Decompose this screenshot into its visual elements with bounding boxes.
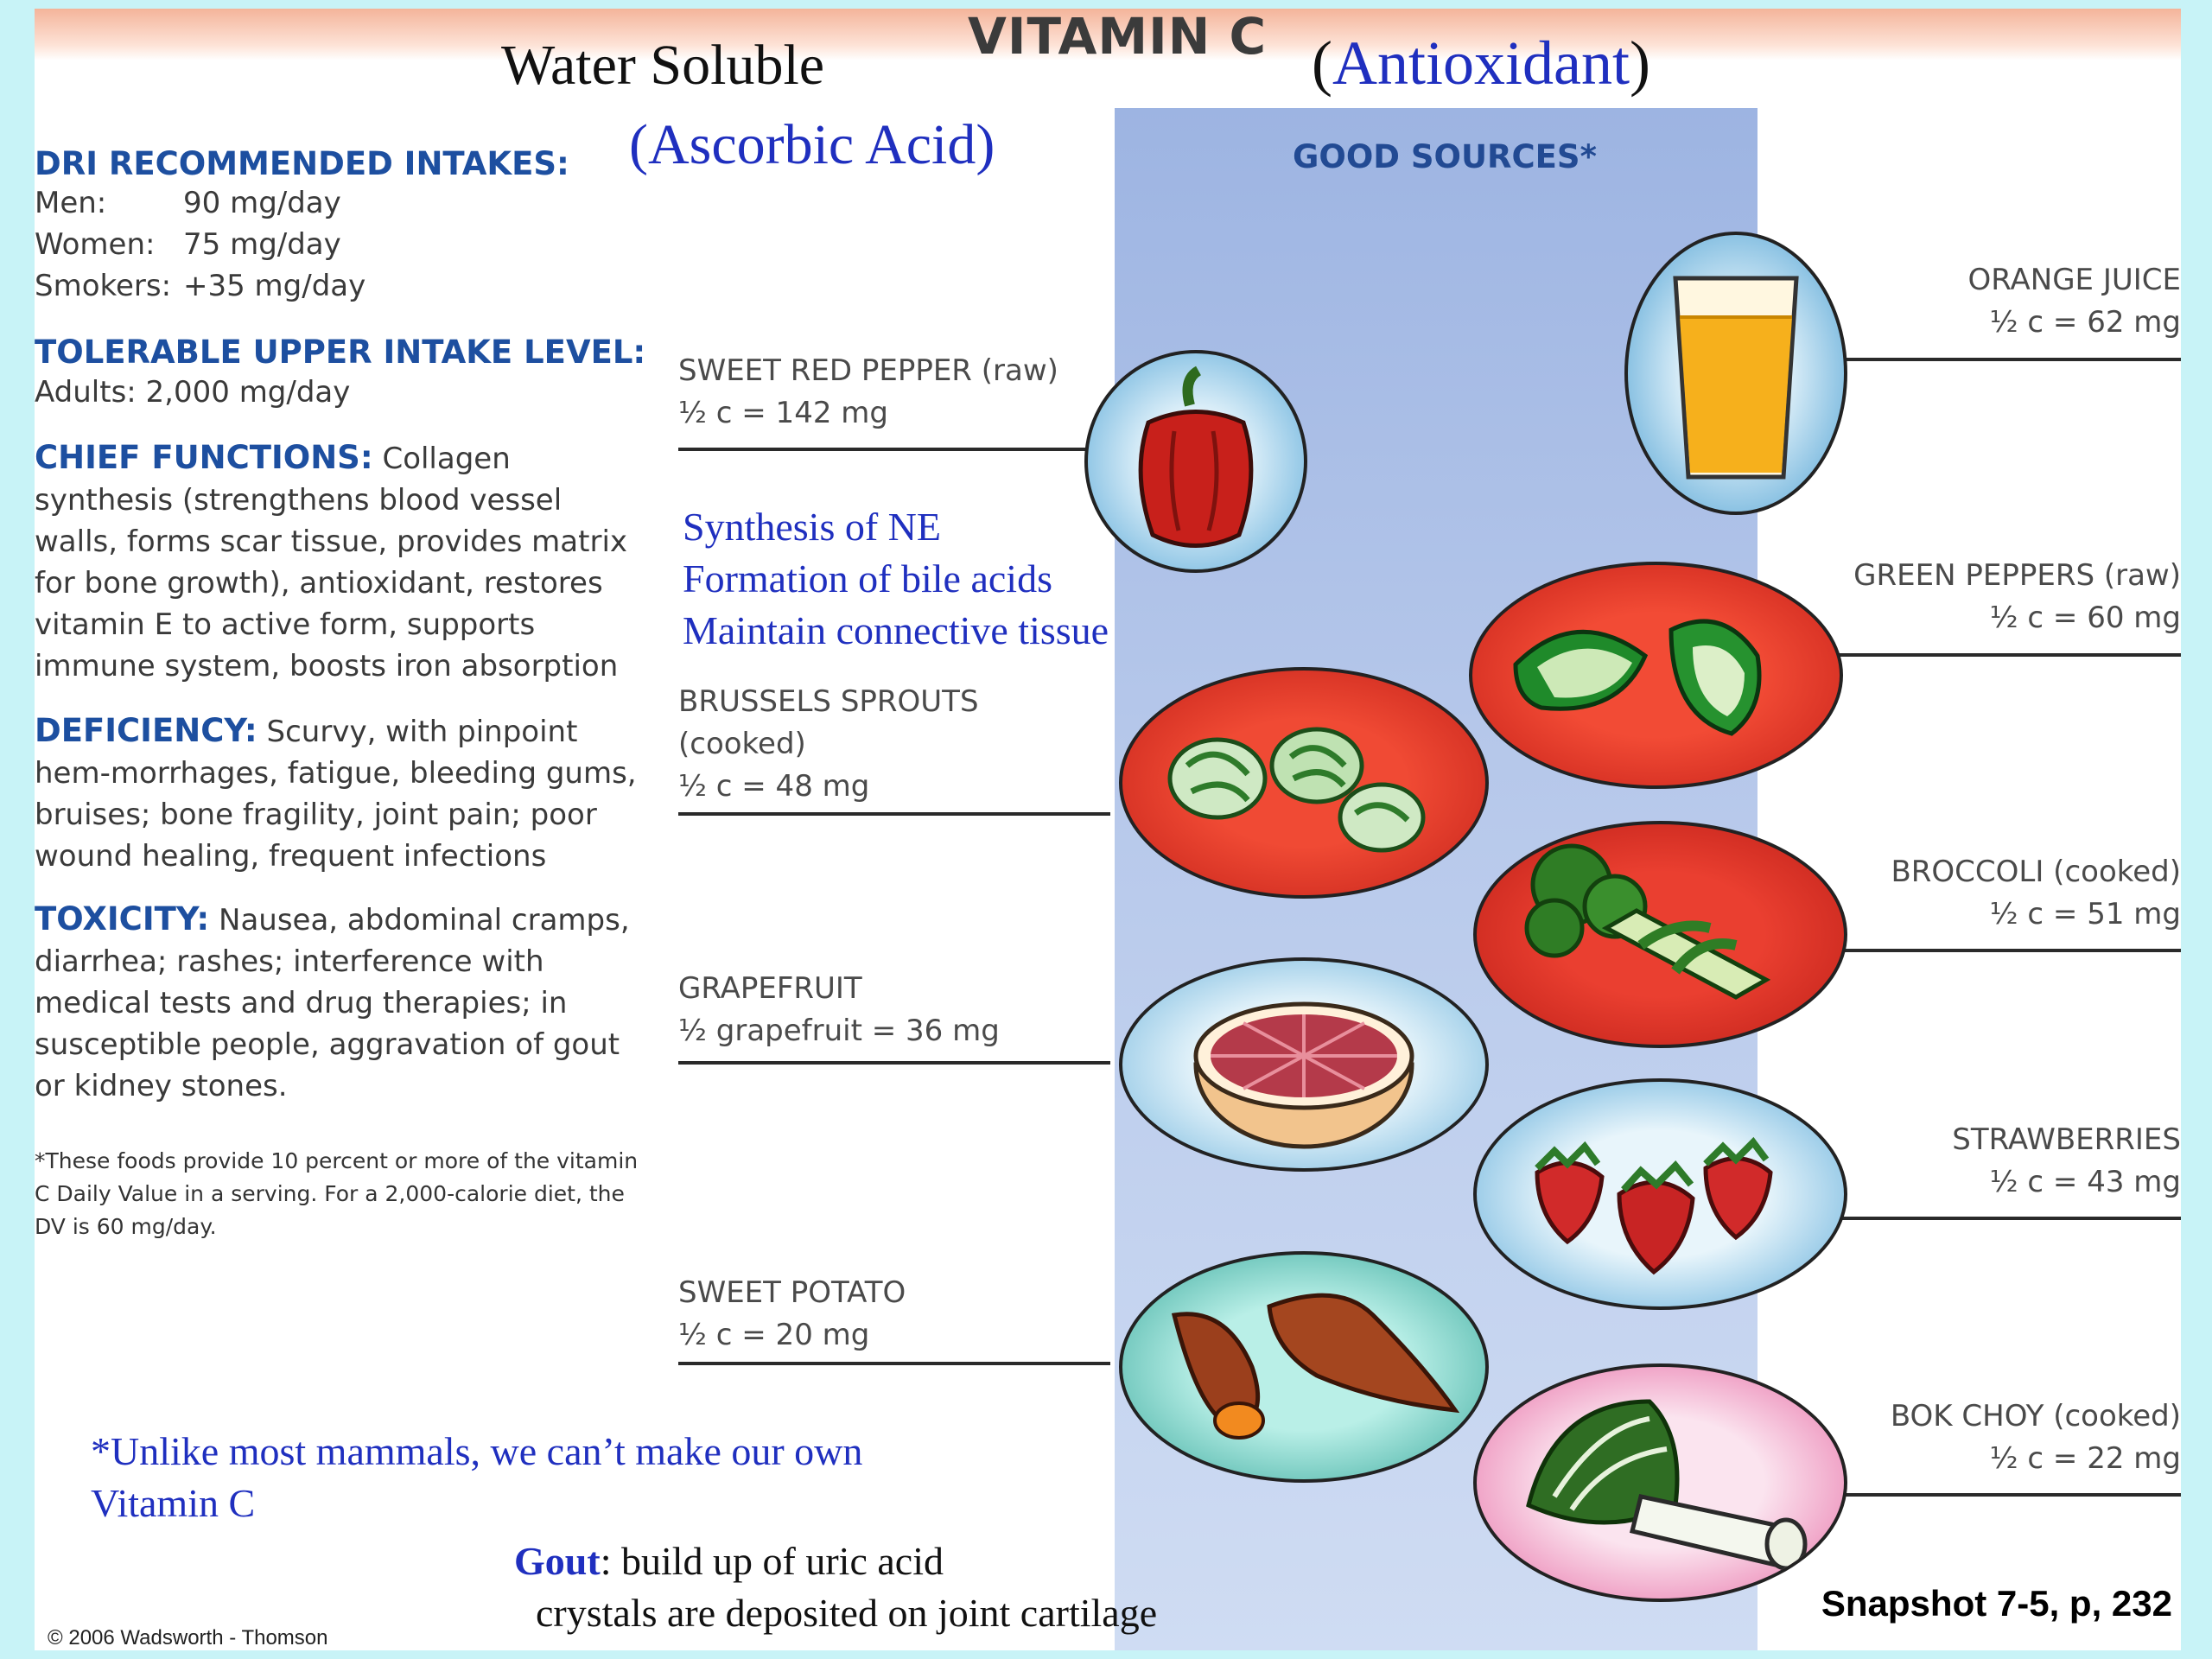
leader-line	[678, 812, 1110, 816]
dri-heading: DRI RECOMMENDED INTAKES:	[35, 145, 569, 182]
strawberries-plate	[1473, 1078, 1847, 1310]
gout-line1: : build up of uric acid	[600, 1539, 944, 1583]
green-peppers-icon	[1472, 565, 1840, 785]
leader-line	[1797, 358, 2181, 361]
slide-page	[35, 9, 2181, 1650]
gout-term: Gout	[514, 1539, 601, 1583]
chief-functions-heading: CHIEF FUNCTIONS:	[35, 439, 373, 476]
leader-line	[1797, 1493, 2181, 1497]
gout-note	[514, 1538, 944, 1584]
ul-heading: TOLERABLE UPPER INTAKE LEVEL:	[35, 334, 646, 371]
grapefruit-plate	[1119, 957, 1489, 1172]
copyright: © 2006 Wadsworth - Thomson	[48, 1626, 328, 1649]
functions-list-item: Formation of bile acids	[683, 556, 1052, 601]
red-pepper-plate	[1084, 350, 1307, 573]
brussels-sprouts-icon	[1122, 671, 1485, 895]
leader-line	[678, 1362, 1110, 1365]
water-soluble-label: Water Soluble	[501, 34, 825, 97]
orange-juice-plate	[1624, 232, 1847, 515]
dri-smokers-label: Smokers:	[35, 269, 172, 303]
orange-juice-icon	[1628, 235, 1844, 512]
food-label-bok-choy: BOK CHOY (cooked) ½ c = 22 mg	[1890, 1399, 2181, 1476]
gout-line2: crystals are deposited on joint cartilage	[536, 1591, 1158, 1635]
brussels-sprouts-plate	[1119, 667, 1489, 899]
leader-line	[1797, 1217, 2181, 1220]
dri-women-value: 75 mg/day	[183, 227, 341, 262]
ul-text: Adults: 2,000 mg/day	[35, 375, 351, 410]
food-label-strawberries: STRAWBERRIES ½ c = 43 mg	[1952, 1122, 2181, 1199]
functions-list-item: Maintain connective tissue	[683, 608, 1109, 652]
deficiency-text: Scurvy, with pinpoint hem-morrhages, fatigue, bleeding gums, bruises; bone fragility, joint pain; poor wound healing, frequent infections	[35, 715, 637, 874]
ascorbic-acid-label: (Ascorbic Acid)	[629, 113, 995, 176]
footnote: *These foods provide 10 percent or more of the vitamin C Daily Value in a serving. For a 2,000-calorie diet, the DV is 60 mg/day.	[35, 1148, 639, 1239]
dri-women-label: Women:	[35, 227, 156, 262]
red-pepper-icon	[1088, 353, 1304, 569]
food-label-green-peppers: GREEN PEPPERS (raw) ½ c = 60 mg	[1853, 558, 2181, 635]
leader-line	[678, 1061, 1110, 1065]
bok-choy-icon	[1477, 1367, 1844, 1599]
dri-smokers-value: +35 mg/day	[183, 269, 366, 303]
toxicity-text: Nausea, abdominal cramps, diarrhea; rashes; interference with medical tests and drug therapies; in susceptible people, aggravation of gout or kidney stones.	[35, 903, 630, 1103]
leader-line	[1797, 949, 2181, 952]
food-label-sweet-red-pepper: SWEET RED PEPPER (raw) ½ c = 142 mg	[678, 353, 1058, 430]
food-label-grapefruit: GRAPEFRUIT ½ grapefruit = 36 mg	[678, 971, 1000, 1048]
leader-line	[1797, 653, 2181, 657]
broccoli-plate	[1473, 821, 1847, 1048]
broccoli-icon	[1477, 824, 1844, 1045]
bok-choy-plate	[1473, 1363, 1847, 1602]
toxicity-paragraph	[35, 899, 639, 1107]
toxicity-heading: TOXICITY:	[35, 900, 210, 938]
food-label-sweet-potato: SWEET POTATO ½ c = 20 mg	[678, 1275, 906, 1352]
chief-functions-text: Collagen synthesis (strengthens blood vessel walls, forms scar tissue, provides matrix for bone growth), antioxidant, restores vitamin E to active form, supports immune system, boosts iron absorption	[35, 442, 628, 683]
snapshot-reference: Snapshot 7-5, p, 232	[1821, 1583, 2172, 1624]
deficiency-heading: DEFICIENCY:	[35, 712, 257, 749]
sweet-potato-icon	[1122, 1255, 1485, 1479]
leader-line	[678, 448, 1110, 451]
green-peppers-plate	[1469, 562, 1843, 789]
sweet-potato-plate	[1119, 1251, 1489, 1483]
dri-men-label: Men:	[35, 186, 107, 220]
good-sources-heading: GOOD SOURCES*	[1293, 138, 1597, 175]
chief-functions-paragraph	[35, 437, 639, 687]
food-label-broccoli: BROCCOLI (cooked) ½ c = 51 mg	[1891, 855, 2181, 931]
strawberries-icon	[1477, 1082, 1844, 1306]
mammals-note: *Unlike most mammals, we can’t make our own Vitamin C	[91, 1429, 863, 1525]
grapefruit-icon	[1122, 961, 1485, 1168]
page-title: VITAMIN C	[968, 9, 1268, 66]
food-label-orange-juice: ORANGE JUICE ½ c = 62 mg	[1967, 263, 2181, 340]
deficiency-paragraph	[35, 710, 639, 877]
food-label-brussels-sprouts: BRUSSELS SPROUTS (cooked) ½ c = 48 mg	[678, 684, 979, 804]
functions-list-item: Synthesis of NE	[683, 505, 941, 549]
dri-men-value: 90 mg/day	[183, 186, 341, 220]
antioxidant-label: (Antioxidant)	[1312, 29, 1650, 98]
functions-list	[683, 501, 1109, 657]
